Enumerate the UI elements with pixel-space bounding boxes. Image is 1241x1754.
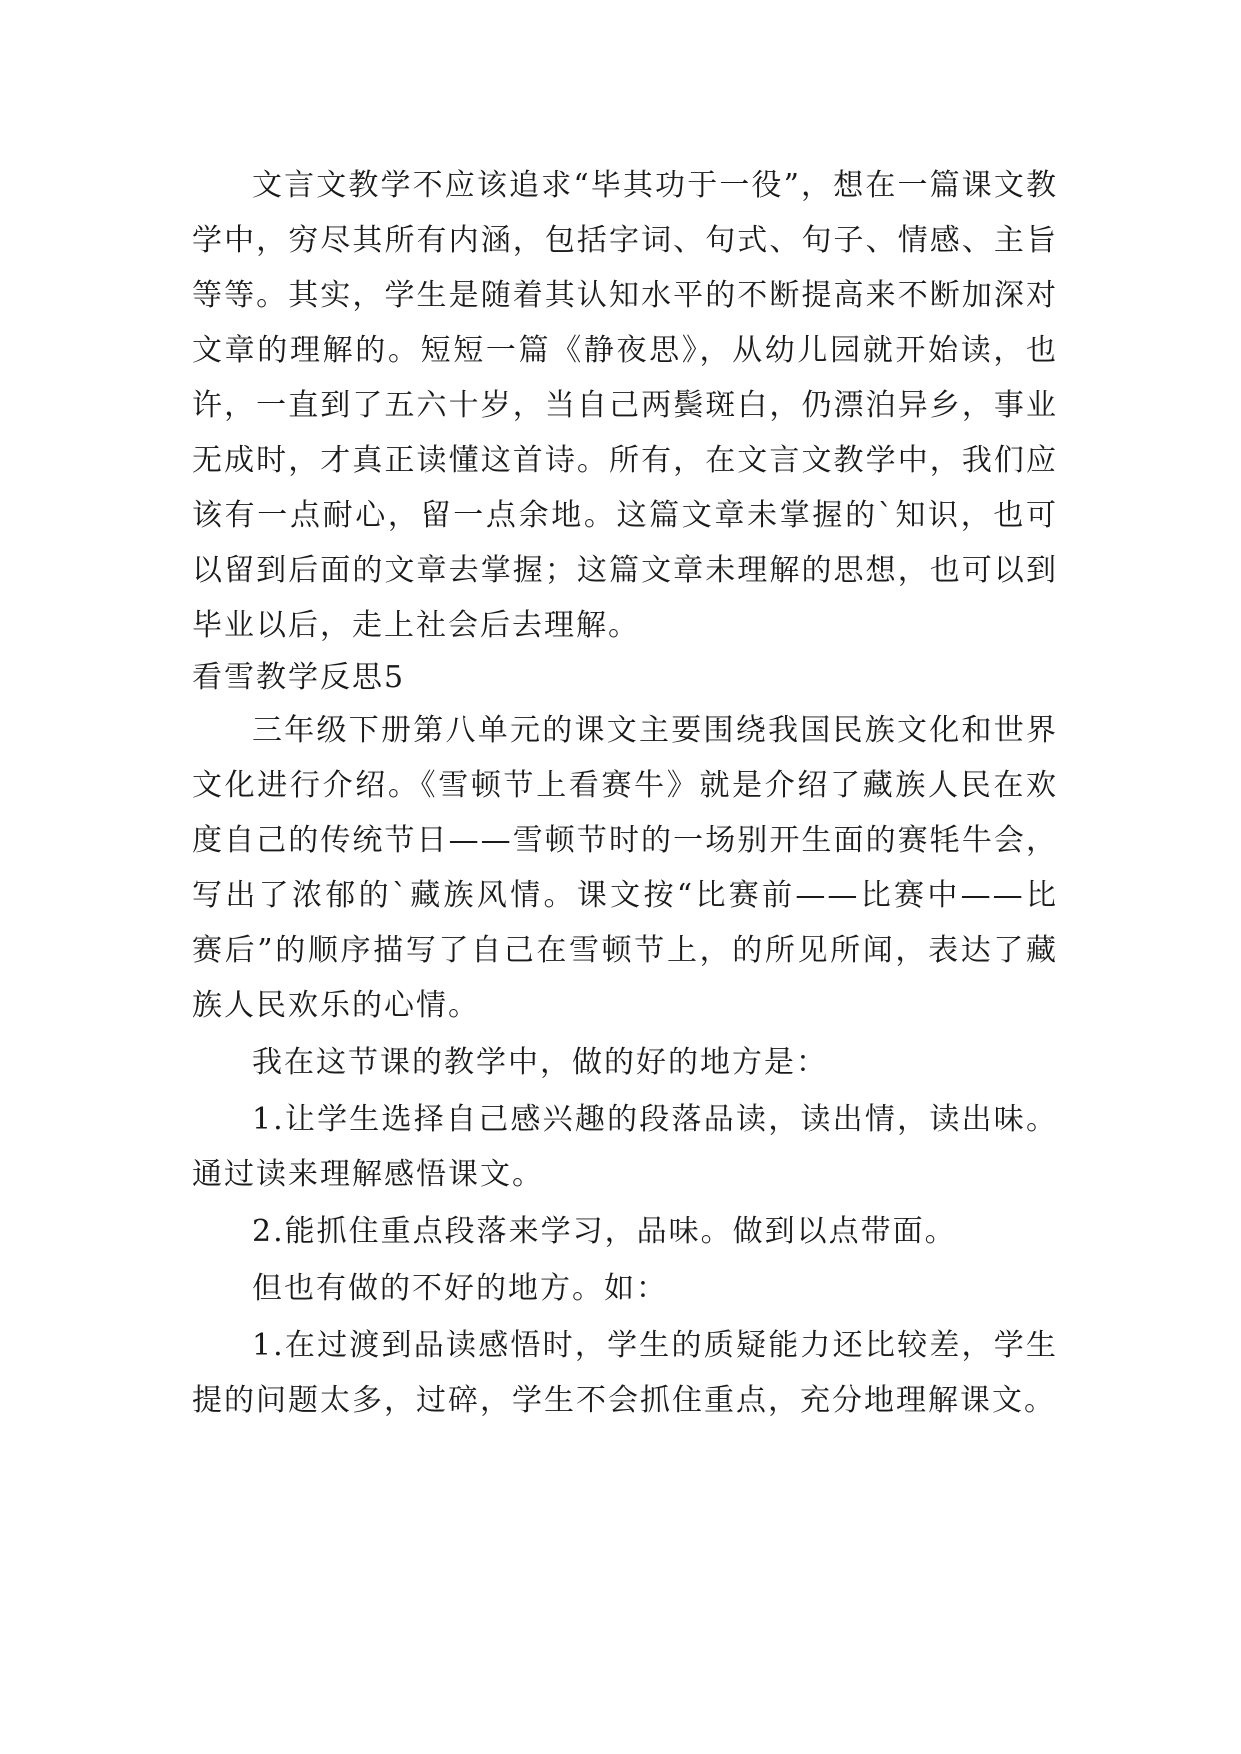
paragraph-unit-introduction: 三年级下册第八单元的课文主要围绕我国民族文化和世界文化进行介绍。《雪顿节上看赛牛》就是介绍了藏族人民在欢度自己的传统节日——雪顿节时的一场别开生面的赛牦牛会，写出了浓郁的`藏族风情。课文按“比赛前——比赛中——比赛后”的顺序描写了自己在雪顿节上，的所见所闻，表达了藏族人民欢乐的心情。 xyxy=(192,713,1058,1023)
paragraph-weaknesses-intro: 但也有做的不好的地方。如： xyxy=(252,1271,668,1306)
paragraph-strengths-intro: 我在这节课的教学中，做的好的地方是： xyxy=(252,1045,828,1080)
section-heading: 看雪教学反思5 xyxy=(192,660,406,695)
paragraph-classical-chinese-teaching: 文言文教学不应该追求“毕其功于一役”，想在一篇课文教学中，穷尽其所有内涵，包括字词、句式、句子、情感、主旨等等。其实，学生是随着其认知水平的不断提高来不断加深对文章的理解的。短短一篇《静夜思》，从幼儿园就开始读，也许，一直到了五六十岁，当自己两鬓斑白，仍漂泊异乡，事业无成时，才真正读懂这首诗。所有，在文言文教学中，我们应该有一点耐心，留一点余地。这篇文章未掌握的`知识，也可以留到后面的文章去掌握；这篇文章未理解的思想，也可以到毕业以后，走上社会后去理解。 xyxy=(192,168,1058,643)
paragraph-strength-2: 2.能抓住重点段落来学习，品味。做到以点带面。 xyxy=(252,1214,957,1249)
document-page xyxy=(192,158,1058,1428)
paragraph-weakness-1: 1.在过渡到品读感悟时，学生的质疑能力还比较差，学生提的问题太多，过碎，学生不会抓住重点，充分地理解课文。 xyxy=(192,1328,1058,1418)
paragraph-strength-1: 1.让学生选择自己感兴趣的段落品读，读出情，读出味。通过读来理解感悟课文。 xyxy=(192,1102,1058,1192)
